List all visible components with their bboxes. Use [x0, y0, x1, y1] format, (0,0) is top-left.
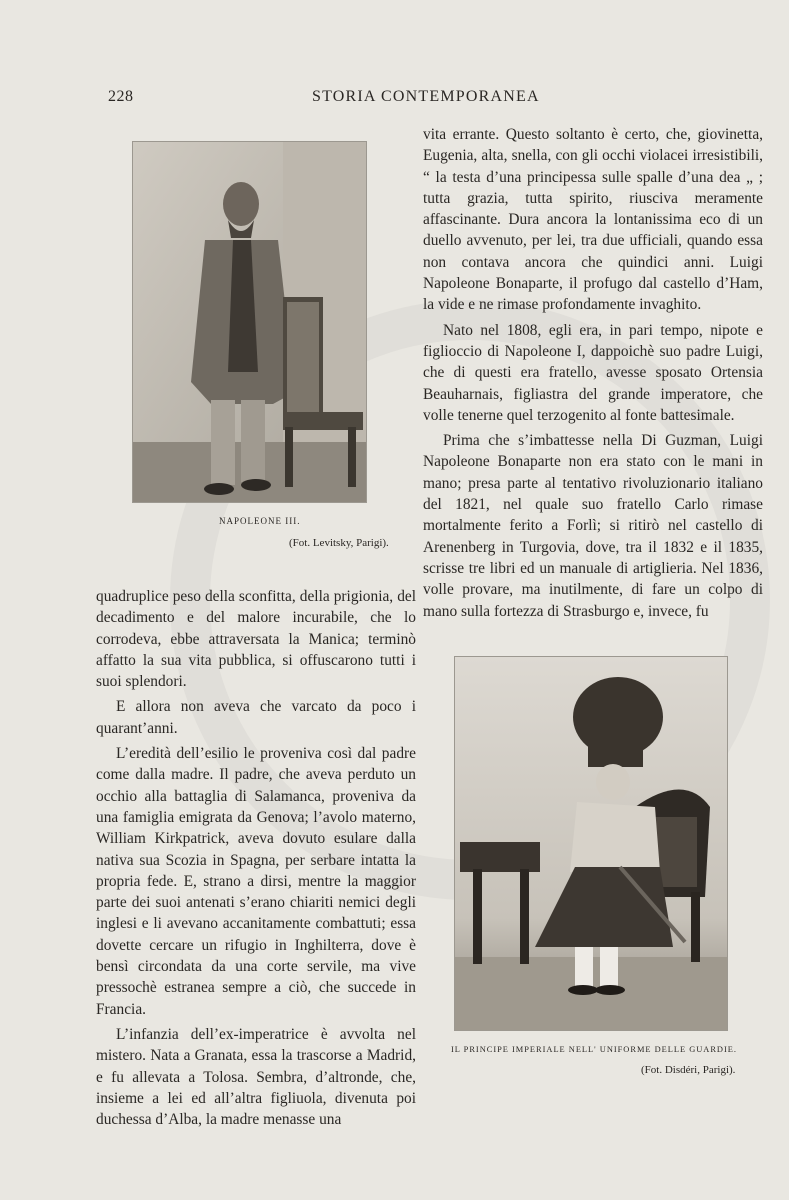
figure-caption-1: NAPOLEONE III.: [219, 516, 301, 526]
text-column-left: [96, 586, 416, 1130]
paragraph: Prima che s’imbattesse nella Di Guzman, Luigi Napoleone Bonaparte non era stato con le mani in mano; presa parte al tentativo rivoluzionario italiano del 1821, nel quale suo fratello Carlo rimase mortalmente ferito a Forlì; si ritirò nel castello di Arenenberg in Turgovia, dove, tra il 1832 e il 1835, scrisse tre libri ed un manuale di artiglieria. Nel 1836, volle provare, ma inutilmente, di fare un colpo di mano sulla fortezza di Strasburgo e, invece, fu: [423, 432, 763, 620]
paragraph: E allora non aveva che varcato da poco i quarant’anni.: [96, 698, 416, 737]
text-column-right: [423, 124, 763, 622]
child-portrait-illustration: [455, 657, 727, 1030]
paragraph: L’eredità dell’esilio le proveniva così dal padre come dalla madre. Il padre, che aveva perduto un occhio alla battaglia di Salamanca, proveniva da una famiglia emigrata da Genova; l’avolo materno, William Kirkpatrick, aveva dovuto esulare dalla nativa sua Scozia in Spagna, per serbare intatta la propria fede. E, strano a dirsi, mentre la maggior parte dei suoi antenati s’erano chiariti nemici degli inglesi e li avevano accanitamente combattuti; essa dovette cercare un rifugio in Inghilterra, dove è bensì circondata da una corte servile, ma vive pressochè estranea sempre a ciò, che succede in Francia.: [96, 745, 416, 1018]
figure-caption-2: IL PRINCIPE IMPERIALE NELL' UNIFORME DELLE GUARDIE.: [451, 1045, 737, 1054]
paragraph: Nato nel 1808, egli era, in pari tempo, nipote e figlioccio di Napoleone I, dappoichè suo padre Luigi, che di questi era fratello, avesse sposato Ortensia Beauharnais, figliastra del grande imperatore, che volle tenerne quel terzogenito al fonte battesimale.: [423, 321, 763, 424]
running-title: STORIA CONTEMPORANEA: [312, 88, 540, 105]
paragraph: vita errante. Questo soltanto è certo, che, giovinetta, Eugenia, alta, snella, con gli occhi violacei irresistibili, “ la testa d’una principessa sulle spalle d’una dea „ ; tutta grazia, tutta spirito, riusciva meramente affascinante. Dura ancora la lontanissima eco di un duello avvenuto, per lei, tra due ufficiali, quando essa non contava ancora che quindici anni. Luigi Napoleone Bonaparte, il profugo dal castello d’Ham, la vide e ne rimase profondamente invaghito.: [423, 126, 763, 314]
figure-credit-2: (Fot. Disdéri, Parigi).: [641, 1064, 736, 1076]
photo-napoleone-iii: [133, 142, 366, 502]
page-number: 228: [108, 88, 134, 105]
portrait-illustration: [133, 142, 366, 502]
paragraph: quadruplice peso della sconfitta, della prigionia, del decadimento e del malore incurabile, che lo corrodeva, ebbe attraversata la Manica; terminò affatto la sua vita pubblica, si offuscarono tutti i suoi splendori.: [96, 588, 416, 691]
photo-principe-imperiale: [455, 657, 727, 1030]
figure-credit-1: (Fot. Levitsky, Parigi).: [289, 537, 389, 549]
paragraph: L’infanzia dell’ex-imperatrice è avvolta nel mistero. Nata a Granata, essa la trascorse a Madrid, e fu allevata a Tolosa. Sembra, d’altronde, che, insieme a lei ed all’altra figliuola, divenuta poi duchessa d’Alba, la madre menasse una: [96, 1025, 416, 1129]
